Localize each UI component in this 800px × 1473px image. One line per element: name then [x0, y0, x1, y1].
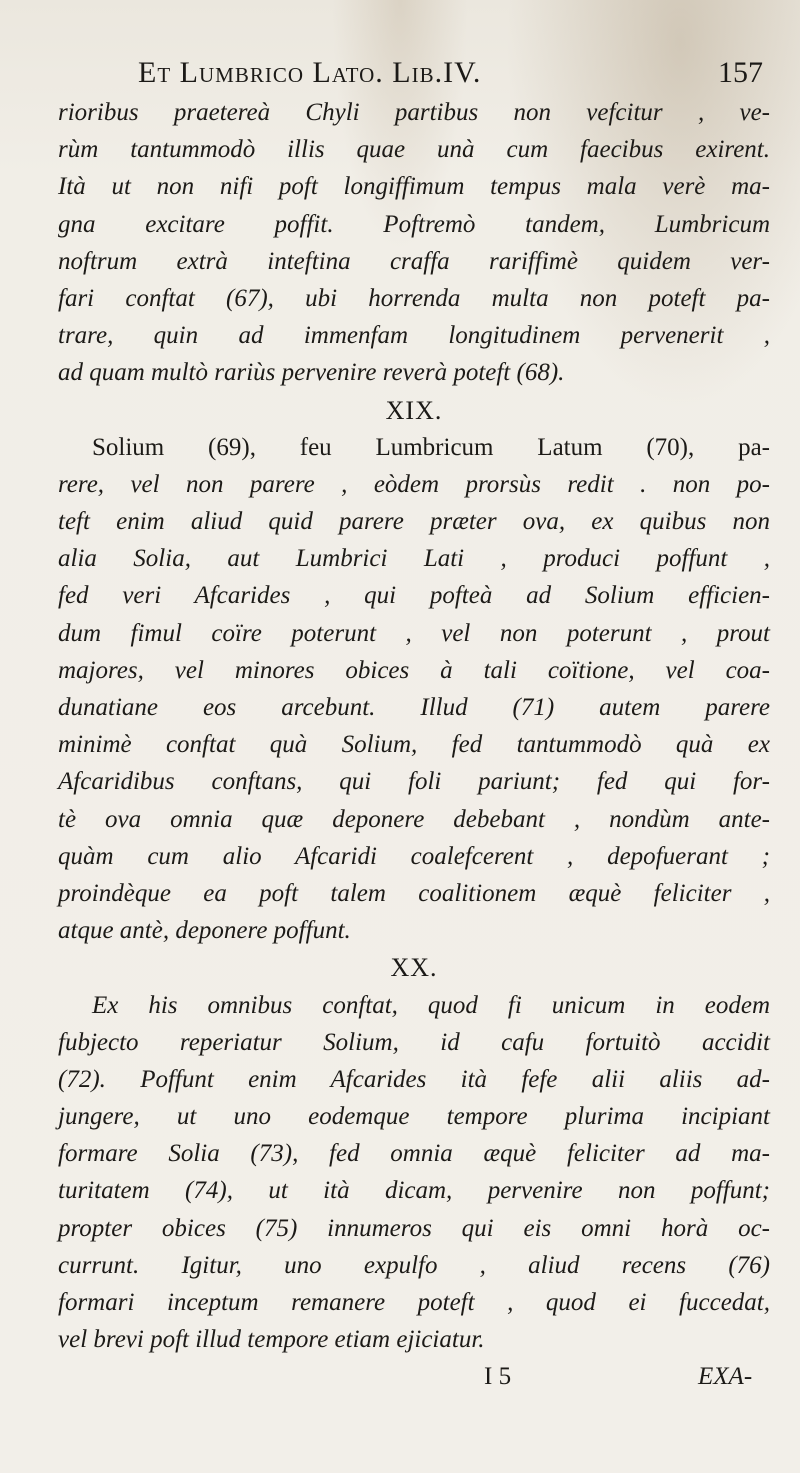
text-line: proindèque ea poft talem coalitionem æquè feliciter ,: [58, 879, 770, 907]
text-line: propter obices (75) innumeros qui eis omni horà oc-: [58, 1214, 770, 1242]
text-line: dunatiane eos arcebunt. Illud (71) autem parere: [58, 694, 770, 721]
section-heading: XX.: [390, 953, 438, 983]
text-line: fed veri Afcarides , qui pofteà ad Solium efficien-: [58, 582, 770, 610]
catchword: EXA-: [698, 1363, 753, 1391]
body-text: [58, 94, 770, 1396]
text-line: jungere, ut uno eodemque tempore plurima incipiant: [58, 1103, 770, 1131]
text-line: tè ova omnia quæ deponere debebant , nondùm ante-: [58, 805, 770, 833]
text-line: fubjecto reperiatur Solium, id cafu fortuitò accidit: [58, 1028, 770, 1056]
text-line: formare Solia (73), fed omnia æquè feliciter ad ma-: [58, 1140, 770, 1168]
text-line: turitatem (74), ut ità dicam, pervenire non poffunt;: [58, 1177, 770, 1205]
text-line: atque antè, deponere poffunt.: [58, 917, 351, 945]
signature-mark: I 5: [484, 1363, 512, 1391]
text-line: noftrum extrà inteftina craffa rariffimè quidem ver-: [58, 247, 770, 275]
text-line: gna excitare poffit. Poftremò tandem, Lumbricum: [58, 210, 770, 238]
text-line: ad quam multò rariùs pervenire reverà poteft (68).: [58, 359, 565, 387]
text-line: currunt. Igitur, uno expulfo , aliud recens (76): [58, 1251, 770, 1279]
text-line: teft enim aliud quid parere præter ova, ex quibus non: [58, 508, 770, 536]
page-number: 157: [718, 56, 763, 89]
page-footer: [58, 1358, 770, 1395]
text-line: Ex his omnibus conftat, quod fi unicum in eodem: [92, 991, 770, 1019]
section-heading: XIX.: [385, 395, 443, 425]
running-head: [0, 48, 800, 98]
text-line: (72). Poffunt enim Afcarides ità fefe alii aliis ad-: [58, 1065, 770, 1093]
text-line: fari conftat (67), ubi horrenda multa non poteft pa-: [58, 284, 770, 312]
text-line: dum fimul coïre poterunt , vel non poterunt , prout: [58, 619, 770, 647]
text-line: vel brevi poft illud tempore etiam ejiciatur.: [58, 1326, 485, 1354]
text-line: alia Solia, aut Lumbrici Lati , produci poffunt ,: [58, 545, 770, 573]
text-line: Afcaridibus conftans, qui foli pariunt; fed qui for-: [58, 768, 770, 796]
text-line: quàm cum alio Afcaridi coalefcerent , depofuerant ;: [58, 842, 770, 870]
text-line: Solium (69), feu Lumbricum Latum (70), pa-: [92, 433, 770, 461]
text-line: minimè conftat quà Solium, fed tantummodò quà ex: [58, 731, 770, 759]
text-line: rioribus praetereà Chyli partibus non vefcitur , ve-: [58, 99, 770, 126]
text-line: rere, vel non parere , eòdem prorsùs redit . non po-: [58, 470, 770, 498]
running-title: Et Lumbrico Lato. Lib.IV.: [138, 56, 482, 89]
text-line: Ità ut non nifi poft longiffimum tempus mala verè ma-: [58, 173, 770, 201]
text-line: majores, vel minores obices à tali coïtione, vel coa-: [58, 656, 770, 684]
text-line: formari inceptum remanere poteft , quod ei fuccedat,: [58, 1289, 770, 1316]
text-line: rùm tantummodò illis quae unà cum faecibus exirent.: [58, 136, 770, 164]
text-line: trare, quin ad immenfam longitudinem pervenerit ,: [58, 322, 770, 350]
